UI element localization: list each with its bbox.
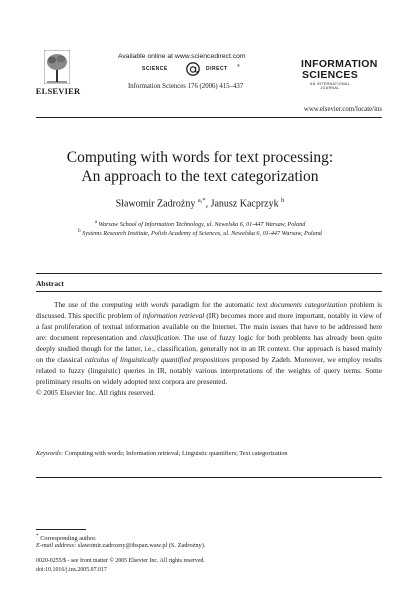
keywords-list: Computing with words; Information retrieval; Linguistic quantifiers; Text categorization [63, 450, 288, 457]
email-note [36, 542, 205, 549]
abstract-heading: Abstract [36, 279, 64, 288]
footnote-text: Corresponding author. [38, 535, 97, 543]
journal-url-link[interactable]: www.elsevier.com/locate/ins [303, 106, 382, 113]
affiliation-b [30, 229, 370, 237]
keywords-label: Keywords: [36, 450, 64, 457]
author-list [30, 197, 370, 209]
email-label: E-mail address: [36, 542, 77, 549]
sciencedirect-logo [142, 62, 262, 76]
title-line-1: Computing with words for text processing: [66, 149, 334, 166]
abstract-body [36, 299, 382, 398]
abstract-heading-divider [36, 291, 382, 292]
abstract-emphasis: text documents categorization [256, 300, 347, 309]
journal-logo [301, 58, 378, 90]
front-matter [36, 557, 205, 575]
affiliation-a-label: a [94, 220, 97, 225]
author-separator: , [205, 198, 211, 210]
abstract-text: problem is discussed. This specific problem of [36, 300, 383, 320]
abstract-emphasis: information retrieval [142, 311, 205, 320]
abstract-text: (IR) becomes more and more important, notably in view of a fast proliferation of textual information available on the Internet. The main issues that have to be addressed here are: document representation and [36, 311, 382, 342]
abstract-bottom-divider [36, 477, 382, 478]
sd-left-text: SCIENCE [142, 66, 168, 72]
elsevier-logo [35, 50, 81, 98]
copyright-notice: © 2005 Elsevier Inc. All rights reserved. [36, 388, 155, 397]
author-1-sup: a,* [197, 197, 206, 204]
abstract-emphasis: classification [139, 333, 179, 342]
footnote-star: * [36, 533, 39, 539]
email-link[interactable]: slawomir.zadrozny@ibspan.waw.pl [76, 542, 168, 549]
journal-logo-line2: SCIENCES [301, 69, 359, 81]
abstract-emphasis: computing with words [101, 300, 169, 309]
corresponding-author-note [36, 533, 97, 542]
abstract-text: paradigm for the automatic [168, 300, 257, 309]
abstract-emphasis: calculus of linguistically quantified propositions [84, 355, 230, 364]
author-2-sup: b [281, 197, 285, 204]
header-divider [36, 117, 382, 118]
sd-right-text: DIRECT [206, 66, 228, 72]
journal-citation: Information Sciences 176 (2006) 415–437 [128, 83, 244, 90]
sciencedirect-at-icon [184, 62, 202, 76]
affiliation-a [30, 220, 370, 228]
title-line-2: An approach to the text categorization [81, 168, 319, 185]
abstract-text: The use of the [54, 300, 102, 309]
abstract-text: proposed by Zadeh. Moreover, we employ results related to fuzzy (linguistic) queries in IR, notably various interpretations of the weights of query terms. Some preliminary results on widely adopted text corpora are presented. [36, 355, 382, 386]
abstract-top-divider [36, 273, 382, 274]
journal-logo-line1: INFORMATION [301, 58, 378, 70]
journal-logo-line3: AN INTERNATIONAL JOURNAL [310, 82, 350, 90]
email-owner: (S. Zadrożny). [167, 542, 206, 549]
author-1: Sławomir Zadrożny [115, 198, 196, 210]
abstract-text: . The use of fuzzy logic for both problems has already been quite deeply studied though for the latter, i.e., classification, generally not in an IR context. Our approach is based mainly on the classical [36, 333, 382, 364]
author-2: Janusz Kacprzyk [210, 198, 279, 210]
affiliation-a-text: Warsaw School of Information Technology, ul. Newelska 6, 01-447 Warsaw, Poland [98, 221, 306, 229]
affiliation-b-label: b [78, 229, 81, 234]
affiliation-b-text: Systems Research Institute, Polish Academy of Sciences, ul. Newelska 6, 01-447 Warsaw, Poland [82, 230, 322, 238]
keywords [36, 449, 382, 459]
publisher-name: ELSEVIER [35, 86, 81, 96]
doi-text[interactable]: doi:10.1016/j.ins.2005.07.017 [36, 567, 107, 573]
sd-trademark: ® [237, 63, 240, 68]
article-title [30, 148, 370, 186]
elsevier-tree-icon [44, 50, 70, 84]
available-online-text: Available online at www.sciencedirect.com [118, 53, 246, 60]
footnote-rule [36, 529, 86, 530]
front-matter-text: 0020-0255/$ - see front matter © 2005 Elsevier Inc. All rights reserved. [36, 558, 205, 564]
